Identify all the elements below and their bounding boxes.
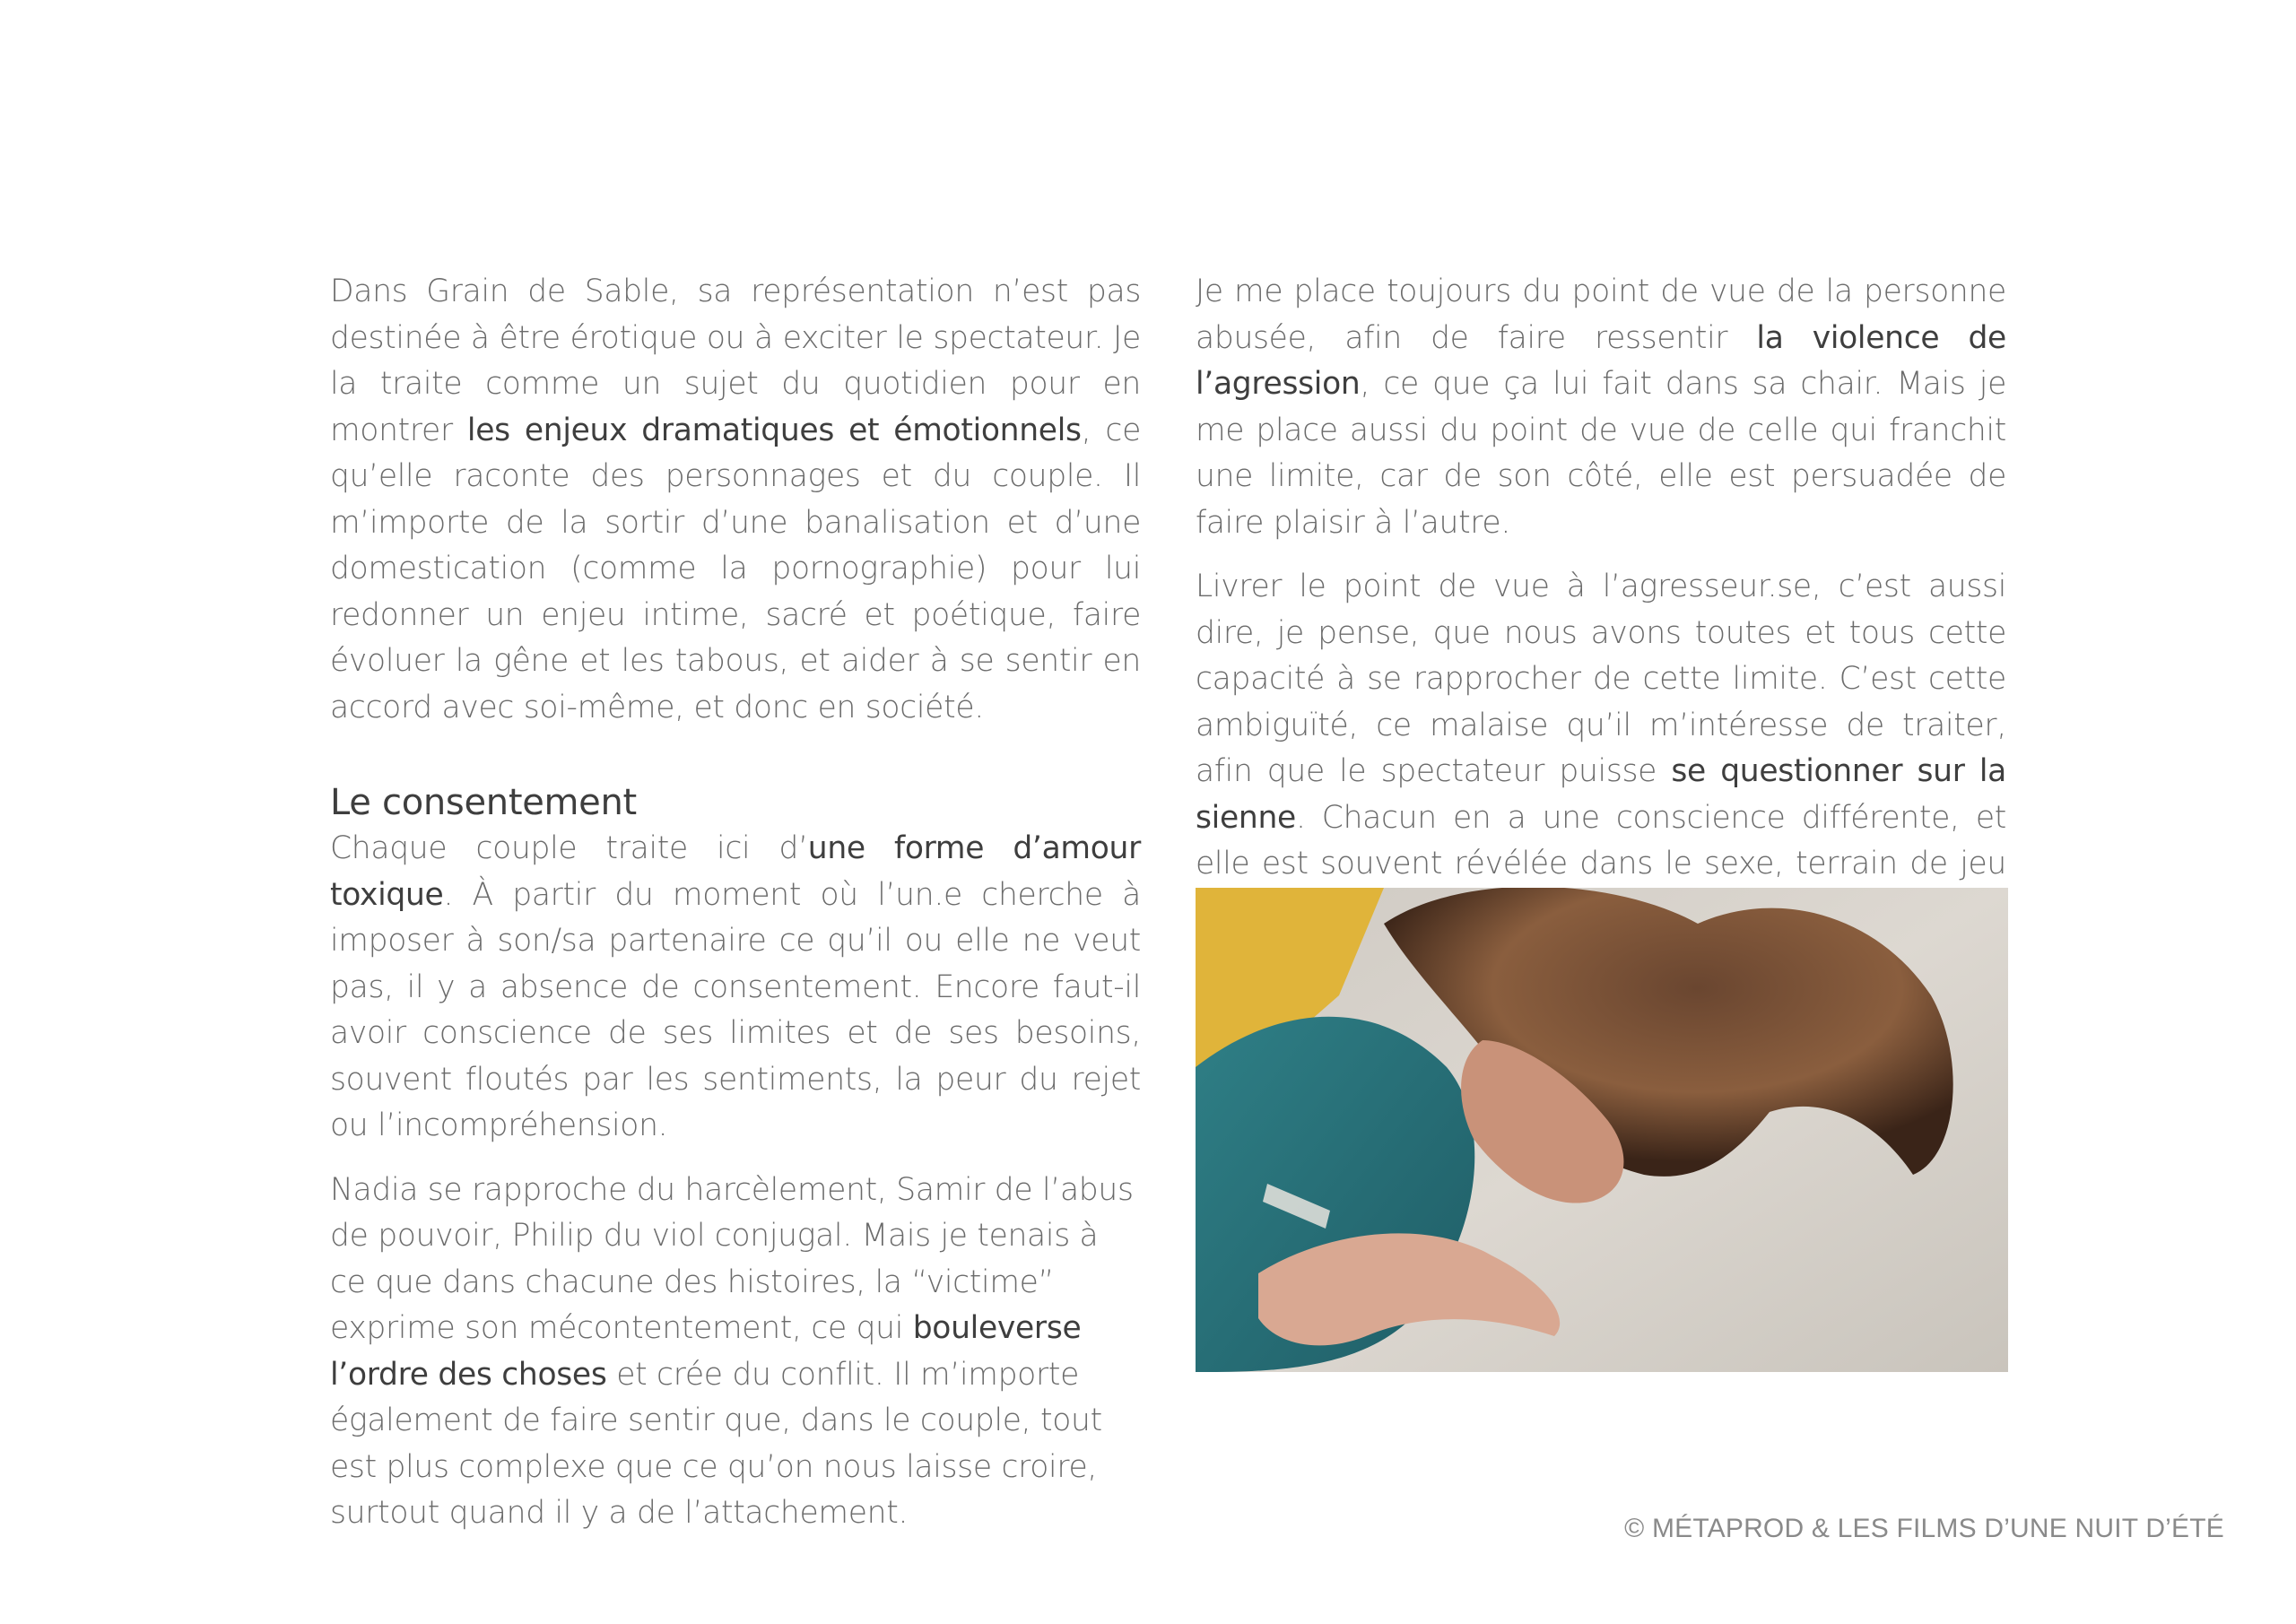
right-column xyxy=(1196,269,2006,951)
section-spacer xyxy=(330,749,1141,779)
left-column xyxy=(330,269,1141,1555)
paragraph-representation: Dans Grain de Sable, sa représentation n’est pas destinée à être érotique ou à exciter le spectateur. Je la traite comme un sujet du quotidien pour en montrer les enjeux dramatiques et émotionnels, ce qu’elle raconte des personnages et du couple. Il m’importe de la sortir d’une banalisation et d’une domestication (comme la pornographie) pour lui redonner un enjeu intime, sacré et poétique, faire évoluer la gêne et les tabous, et aider à se sentir en accord avec soi-même, et donc en société. xyxy=(330,274,1142,725)
emphasis-violence: la violence de l’agression xyxy=(1196,319,2006,402)
paragraph-personnages: Nadia se rapproche du harcèlement, Samir de l’abus de pouvoir, Philip du viol conjugal. Mais je tenais à ce que dans chacune des histoires, la “victime” exprime son mécontentement, ce qui bouleverse l’ordre des choses et crée du conflit. Il m’importe également de faire sentir que, dans le couple, tout est plus complexe que ce qu’on nous laisse croire, surtout quand il y a de l’attachement. xyxy=(330,1171,1134,1531)
paragraph-amour-toxique: Chaque couple traite ici d’une forme d’amour toxique. À partir du moment où l’un.e cherche à imposer à son/sa partenaire ce qu’il ou elle ne veut pas, il y a absence de consentement. Encore faut-il avoir conscience de ses limites et de ses besoins, souvent floutés par les sentiments, la peur du rejet ou l’incompréhension. xyxy=(330,830,1141,1143)
section-heading-consentement: Le consentement xyxy=(330,782,637,823)
film-still-photo xyxy=(1196,888,2008,1372)
emphasis-questionner: se questionner sur la sienne xyxy=(1196,753,2006,836)
film-still-illustration xyxy=(1196,888,2008,1372)
copyright-footer: © MÉTAPROD & LES FILMS D’UNE NUIT D’ÉTÉ xyxy=(1624,1514,2224,1543)
emphasis-enjeux: les enjeux dramatiques et émotionnels xyxy=(466,412,1082,448)
paragraph-agresseur: Livrer le point de vue à l’agresseur.se, c’est aussi dire, je pense, que nous avons toutes et tous cette capacité à se rapprocher de cette limite. C’est cette ambiguïté, ce malaise qu’il m’intéresse de traiter, afin que le spectateur puisse se questionner sur la sienne. Chacun en a une conscience différente, et elle est souvent révélée dans le sexe, terrain de jeu xyxy=(1196,569,2006,881)
emphasis-amour-toxique: une forme d’amour toxique xyxy=(330,830,1141,913)
emphasis-ordre-des-choses: bouleverse l’ordre des choses xyxy=(330,1310,1082,1393)
paragraph-point-de-vue: Je me place toujours du point de vue de la personne abusée, afin de faire ressentir la violence de l’agression, ce que ça lui fait dans sa chair. Mais je me place aussi du point de vue de celle qui franchit une limite, car de son côté, elle est persuadée de faire plaisir à l’autre. xyxy=(1196,274,2006,541)
